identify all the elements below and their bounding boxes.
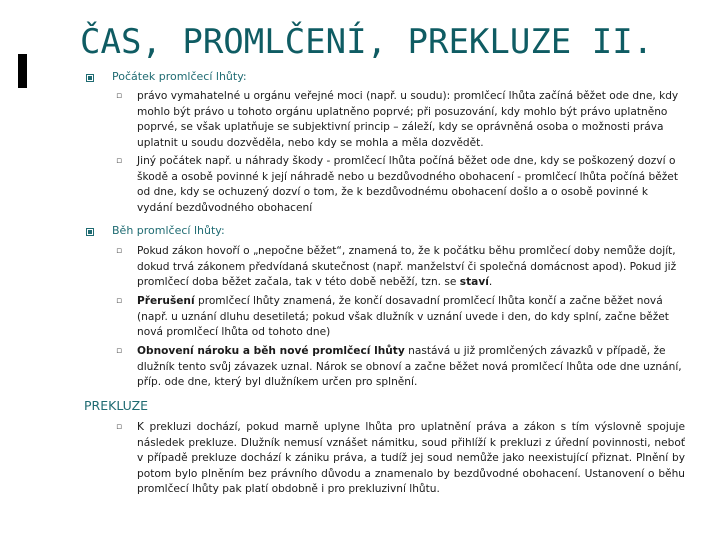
prekluze-heading: PREKLUZE <box>84 398 149 413</box>
title-accent-bar <box>18 54 27 88</box>
list-item <box>116 89 685 151</box>
slide-title: ČAS, PROMLČENÍ, PREKLUZE II. <box>80 22 654 62</box>
list-item-text: Jiný počátek např. u náhrady škody - promlčecí lhůta počíná běžet ode dne, kdy se poškozený dozví o škodě a osobě povinné k její náhradě nebo u bezdůvodného obohacení - promlčecí lhůta počíná běžet od dne, kdy se ochuzený dozví o tom, že k bezdůvodnému obohacení došlo a o osobě povinné k vydání bezdůvodného obohacení <box>137 155 678 214</box>
list-item <box>116 344 685 391</box>
prekluze-text: K prekluzi dochází, pokud marně uplyne lhůta pro uplatnění práva a zákon s tím výslovně spojuje následek prekluze. Dlužník nemusí vznášet námitku, soud přihlíží k prekluzi z úřední povinnosti, neboť v případě prekluze dochází k zániku práva, a tudíž jej soud nemůže jako neexistující přiznat. Plnění by potom bylo plněním bez právního důvodu a znamenalo by bezdůvodné obohacení. Ustanovení o běhu promlčecí lhůty pak platí obdobně i pro prekluzivní lhůtu. <box>137 421 685 496</box>
section-heading-beh <box>112 224 225 237</box>
bullet-icon: ▫ <box>116 91 123 101</box>
list-item <box>116 154 685 216</box>
list-item-text: právo vymahatelné u orgánu veřejné moci (např. u soudu): promlčecí lhůta začíná běžet ode dne, kdy mohlo být právo u tohoto orgánu uplatněno poprvé; při posuzování, kdy mohlo být právo uplatněno poprvé, se však uplatňuje se subjektivní princip – záleží, kdy se oprávněná osoba o možnosti práva uplatnit u soudu dozvěděla, nebo kdy se mohla a měla dozvědět. <box>137 90 679 149</box>
list-item-bold: Obnovení nároku a běh nové promlčecí lhůty <box>137 345 405 357</box>
bullet-icon: ▫ <box>116 422 123 432</box>
list-item <box>116 420 685 498</box>
list-item-text: Pokud zákon hovoří o „nepočne běžet“, znamená to, že k počátku běhu promlčecí doby nemůže dojít, dokud trvá zákonem předvídaná skutečnost (např. manželství či společná domácnost apod). Pokud již promlčecí doba běžet začala, tak v této době neběží, tzn. se <box>137 245 677 289</box>
bullet-icon: ▫ <box>116 296 123 306</box>
square-bullet-icon <box>86 74 94 82</box>
list-item-text-end: . <box>488 276 493 289</box>
section-heading-pocatek <box>112 70 247 83</box>
list-item <box>116 244 685 291</box>
square-bullet-icon <box>86 228 94 236</box>
section-heading-text: Počátek promlčecí lhůty: <box>112 70 247 83</box>
list-item-bold: Přerušení <box>137 295 195 307</box>
list-item-bold: staví <box>459 276 489 289</box>
bullet-icon: ▫ <box>116 156 123 166</box>
list-item <box>116 294 685 341</box>
list-item-text: promlčecí lhůty znamená, že končí dosavadní promlčecí lhůta končí a začne běžet nová (např. u uznání dluhu desetiletá; pokud však dlužník v uznání uvede i den, do kdy splní, začne běžet nová promlčecí lhůta od tohoto dne) <box>137 295 669 339</box>
list-item-text: nastává u již promlčených závazků v případě, že dlužník tento svůj závazek uznal. Nárok se obnoví a začne běžet nová promlčecí lhůta ode dne uznání, příp. ode dne, který byl dlužníkem určen pro splnění. <box>137 345 682 389</box>
section-heading-text: Běh promlčecí lhůty: <box>112 224 225 237</box>
bullet-icon: ▫ <box>116 246 123 256</box>
bullet-icon: ▫ <box>116 346 123 356</box>
